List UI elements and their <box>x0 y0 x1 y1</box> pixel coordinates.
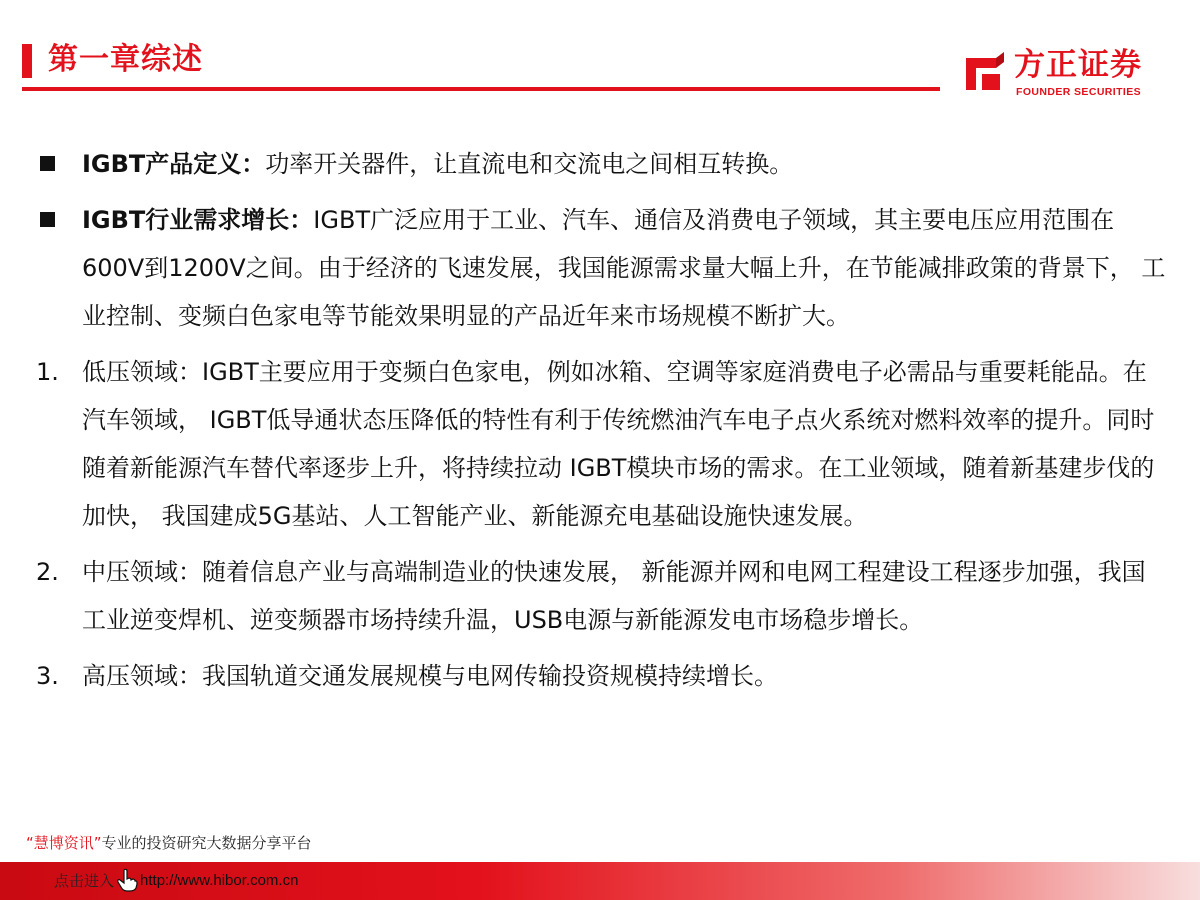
title-underline <box>22 87 940 91</box>
footer-url-link[interactable]: http://www.hibor.com.cn <box>140 871 299 889</box>
square-bullet-icon <box>40 212 55 227</box>
numbered-item <box>36 548 1166 644</box>
title-accent-bar <box>22 44 32 78</box>
footer-tagline-text: 专业的投资研究大数据分享平台 <box>101 834 312 852</box>
item-number: 1. <box>36 358 59 386</box>
bullet-item <box>36 140 1166 188</box>
item-number: 2. <box>36 558 59 586</box>
slide-header <box>0 0 1200 110</box>
logo-chinese-name: 方正证券 <box>1014 47 1142 83</box>
pointing-hand-icon <box>116 868 138 892</box>
slide-title: 第一章综述 <box>48 42 203 77</box>
bullet-text: IGBT广泛应用于工业、汽车、通信及消费电子领域，其主要电压应用范围在600V到1200V之间。由于经济的飞速发展，我国能源需求量大幅上升，在节能减排政策的背景下， 工业控制、变频白色家电等节能效果明显的产品近年来市场规模不断扩大。 <box>82 206 1166 330</box>
founder-securities-logo <box>960 46 1170 102</box>
slide-content <box>36 140 1166 708</box>
item-text: 中压领域：随着信息产业与高端制造业的快速发展， 新能源并网和电网工程建设工程逐步加强，我国工业逆变焊机、逆变频器市场持续升温，USB电源与新能源发电市场稳步增长。 <box>82 558 1146 634</box>
numbered-item <box>36 348 1166 540</box>
bullet-item <box>36 196 1166 340</box>
bullet-lead: IGBT产品定义： <box>82 150 266 178</box>
footer-tagline <box>26 832 312 854</box>
numbered-item <box>36 652 1166 700</box>
founder-logo-icon <box>960 50 1006 96</box>
logo-english-name: FOUNDER SECURITIES <box>1016 86 1142 98</box>
footer-link[interactable] <box>54 866 298 894</box>
item-text: 高压领域：我国轨道交通发展规模与电网传输投资规模持续增长。 <box>82 662 778 690</box>
enter-label: 点击进入 <box>54 871 115 890</box>
footer-brand: “慧博资讯” <box>26 834 102 852</box>
item-number: 3. <box>36 662 59 690</box>
square-bullet-icon <box>40 156 55 171</box>
bullet-text: 功率开关器件，让直流电和交流电之间相互转换。 <box>265 150 794 178</box>
item-text: 低压领域：IGBT主要应用于变频白色家电，例如冰箱、空调等家庭消费电子必需品与重要耗能品。在汽车领域， IGBT低导通状态压降低的特性有利于传统燃油汽车电子点火系统对燃料效率的提升。同时随着新能源汽车替代率逐步上升，将持续拉动 IGBT模块市场的需求。在工业领域，随着新基建步伐的加快， 我国建成5G基站、人工智能产业、新能源充电基础设施快速发展。 <box>82 358 1155 530</box>
bullet-lead: IGBT行业需求增长： <box>82 206 314 234</box>
